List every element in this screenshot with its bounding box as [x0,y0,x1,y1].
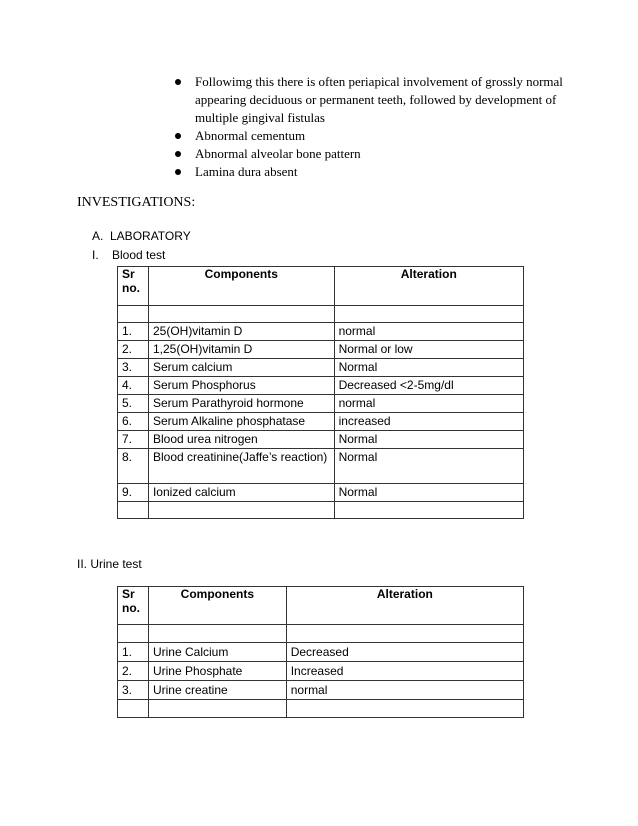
bullet-dot-icon [175,133,181,139]
cell-component: Urine creatine [148,681,286,700]
table-row [118,662,524,681]
table-row [118,681,524,700]
table-blank-row [118,502,524,519]
table-blank-row [118,700,524,718]
cell-component: 1,25(OH)vitamin D [148,341,334,359]
cell-component: Serum Parathyroid hormone [148,395,334,413]
cell-component: Serum calcium [148,359,334,377]
blood-test-label: I. Blood test [92,248,166,262]
table-row [118,431,524,449]
cell-component: Urine Phosphate [148,662,286,681]
urine-test-table [117,586,524,718]
table-row [118,341,524,359]
cell-alteration: normal [334,323,523,341]
cell-alteration: normal [334,395,523,413]
cell-sr: 6. [118,413,149,431]
cell-component: Ionized calcium [148,484,334,502]
laboratory-label: A. LABORATORY [92,229,191,243]
table-row [118,377,524,395]
cell-alteration: Normal or low [334,341,523,359]
cell-sr: 3. [118,681,149,700]
cell-sr: 9. [118,484,149,502]
cell-sr: 2. [118,662,149,681]
header-components: Components [148,587,286,625]
table-row [118,449,524,484]
table-row [118,643,524,662]
table-row [118,413,524,431]
symptom-bullet-list [173,73,593,181]
bullet-dot-icon [175,151,181,157]
table-blank-row [118,306,524,323]
cell-sr: 1. [118,323,149,341]
cell-component: Serum Phosphorus [148,377,334,395]
cell-alteration: Normal [334,449,523,484]
cell-sr: 1. [118,643,149,662]
cell-sr: 2. [118,341,149,359]
cell-component: Blood creatinine(Jaffe’s reaction) [148,449,334,484]
table-row [118,395,524,413]
bullet-item: Abnormal cementum [173,127,593,145]
bullet-item: Abnormal alveolar bone pattern [173,145,593,163]
table-row [118,359,524,377]
table-row [118,323,524,341]
cell-component: 25(OH)vitamin D [148,323,334,341]
cell-sr: 7. [118,431,149,449]
cell-sr: 5. [118,395,149,413]
cell-sr: 3. [118,359,149,377]
bullet-dot-icon [175,79,181,85]
table-blank-row [118,625,524,643]
cell-alteration: Normal [334,359,523,377]
table-header-row [118,267,524,306]
cell-alteration: Normal [334,431,523,449]
blood-test-table [117,266,524,519]
cell-alteration: Normal [334,484,523,502]
cell-alteration: Increased [286,662,523,681]
cell-alteration: Decreased <2-5mg/dl [334,377,523,395]
table-row [118,484,524,502]
bullet-item: Lamina dura absent [173,163,593,181]
bullet-item: Followimg this there is often periapical involvement of grossly normal appearing deciduous or permanent teeth, followed by development of multiple gingival fistulas [173,73,593,127]
bullet-dot-icon [175,169,181,175]
header-components: Components [148,267,334,306]
urine-test-label: II. Urine test [77,557,142,571]
cell-component: Blood urea nitrogen [148,431,334,449]
header-alteration: Alteration [286,587,523,625]
cell-alteration: normal [286,681,523,700]
cell-component: Serum Alkaline phosphatase [148,413,334,431]
table-header-row [118,587,524,625]
cell-sr: 4. [118,377,149,395]
header-alteration: Alteration [334,267,523,306]
cell-component: Urine Calcium [148,643,286,662]
investigations-heading: INVESTIGATIONS: [77,195,196,210]
header-sr-no: Sr no. [118,267,149,306]
header-sr-no: Sr no. [118,587,149,625]
cell-alteration: Decreased [286,643,523,662]
cell-alteration: increased [334,413,523,431]
cell-sr: 8. [118,449,149,484]
